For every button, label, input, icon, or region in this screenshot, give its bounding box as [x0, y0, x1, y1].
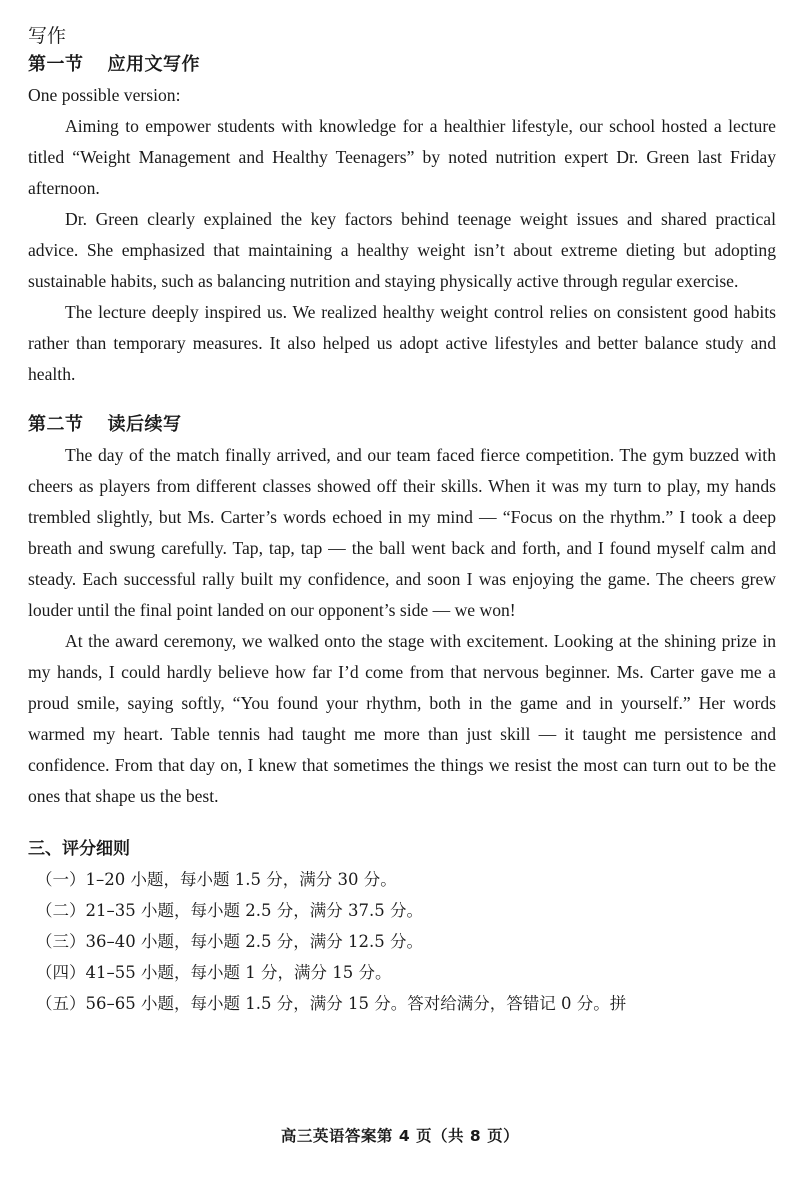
section2-subtitle: 读后续写 — [107, 414, 182, 435]
section1-paragraph: Aiming to empower students with knowledge for a healthier lifestyle, our school hosted a lecture titled “Weight Management and Healthy Teenagers” by noted nutrition expert Dr. Green last Friday afternoon. — [28, 116, 776, 198]
section1-title: 第一节 — [28, 54, 84, 75]
section1-paragraph: The lecture deeply inspired us. We realized healthy weight control relies on consistent good habits rather than temporary measures. It also helped us adopt active lifestyles and better balance study and health. — [28, 302, 776, 384]
section2-title: 第二节 — [28, 414, 84, 435]
answer-key-page — [28, 22, 776, 1019]
section1-intro: One possible version: — [28, 85, 181, 105]
section2-paragraph: At the award ceremony, we walked onto the stage with excitement. Looking at the shining prize in my hands, I could hardly believe how far I’d come from that nervous beginner. Ms. Carter gave me a proud smile, saying softly, “You found your rhythm, both in the game and in yourself.” Her words warmed my heart. Table tennis had taught me more than just skill — it taught me persistence and confidence. From that day on, I knew that sometimes the things we resist the most can turn out to be the ones that shape us the best. — [28, 631, 776, 806]
scoring-item: （一）1–20 小题，每小题 1.5 分，满分 30 分。 — [36, 870, 397, 889]
page-heading: 写作 — [28, 25, 67, 47]
scoring-item: （三）36–40 小题，每小题 2.5 分，满分 12.5 分。 — [36, 932, 423, 951]
section1-subtitle: 应用文写作 — [107, 54, 200, 75]
scoring-item: （五）56–65 小题，每小题 1.5 分，满分 15 分。答对给满分，答错记 0 分。拼 — [36, 994, 627, 1013]
scoring-item: （二）21–35 小题，每小题 2.5 分，满分 37.5 分。 — [36, 901, 423, 920]
section1-paragraph: Dr. Green clearly explained the key factors behind teenage weight issues and shared practical advice. She emphasized that maintaining a healthy weight isn’t about extreme dieting but adopting sustainable habits, such as balancing nutrition and staying physically active through regular exercise. — [28, 209, 776, 291]
page-footer: 高三英语答案第 4 页（共 8 页） — [280, 1127, 520, 1145]
scoring-title: 三、评分细则 — [28, 839, 130, 859]
section2-paragraph: The day of the match finally arrived, and our team faced fierce competition. The gym buzzed with cheers as players from different classes showed off their skills. When it was my turn to play, my hands trembled slightly, but Ms. Carter’s words echoed in my mind — “Focus on the rhythm.” I took a deep breath and swung carefully. Tap, tap, tap — the ball went back and forth, and I found myself calm and steady. Each successful rally built my confidence, and soon I was enjoying the game. The cheers grew louder until the final point landed on our opponent’s side — we won! — [28, 445, 776, 620]
scoring-item: （四）41–55 小题，每小题 1 分，满分 15 分。 — [36, 963, 392, 982]
section1-heading — [28, 50, 776, 80]
section2-heading — [28, 410, 776, 440]
